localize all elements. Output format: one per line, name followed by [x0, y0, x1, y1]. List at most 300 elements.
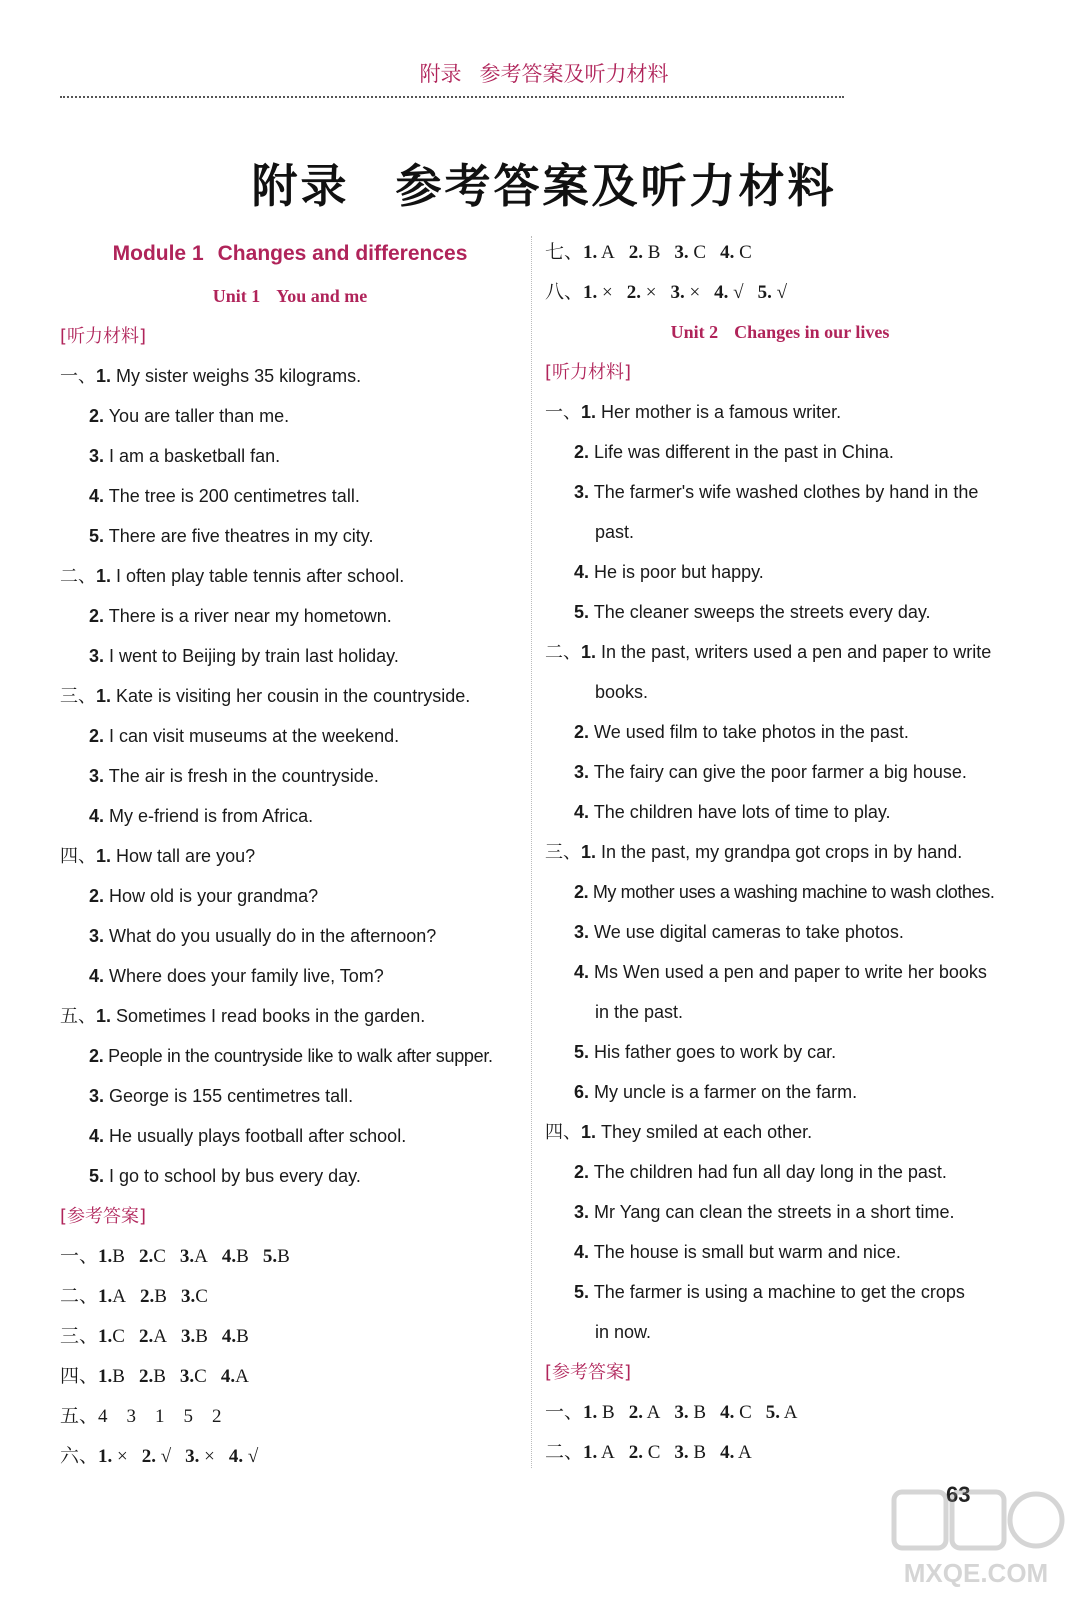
item-number: 3. [89, 1086, 105, 1106]
answer-value: A [738, 1442, 752, 1463]
item-number: 3. [574, 762, 590, 782]
answer-value: C [194, 1366, 207, 1387]
section-mark: 一、 [545, 1401, 584, 1423]
item-text: My uncle is a farmer on the farm. [594, 1082, 858, 1102]
answers-label: [参考答案] [545, 1362, 632, 1383]
item-number: 2. [89, 406, 105, 426]
section-mark: 四、 [60, 1365, 99, 1387]
answer-pair [98, 1437, 128, 1477]
answer-pair [98, 1277, 126, 1317]
answer-number: 3. [180, 1286, 196, 1307]
running-head [0, 58, 1088, 88]
answer-pair [720, 233, 752, 273]
answer-pair [758, 273, 787, 313]
answer-number: 2. [140, 1286, 155, 1307]
answer-number: 5. [765, 1402, 781, 1423]
answer-pair [181, 1317, 208, 1357]
answer-value: B [112, 1366, 125, 1387]
running-head-right: 参考答案及听力材料 [479, 62, 669, 86]
answer-pair [180, 1237, 208, 1277]
item-number: 2. [574, 1162, 590, 1182]
item-text: In the past, writers used a pen and paper to write [601, 642, 992, 662]
answer-value: C [647, 1442, 661, 1463]
item-text: Kate is visiting her cousin in the countryside. [116, 686, 471, 706]
section-mark: 二、 [60, 1285, 99, 1307]
module-title [60, 232, 520, 276]
list-item [545, 392, 1015, 432]
list-item [60, 556, 520, 596]
item-text: books. [595, 682, 649, 702]
list-item [60, 596, 520, 636]
answer-value: √ [160, 1446, 172, 1467]
answer-number: 4. [714, 282, 729, 303]
item-text: I can visit museums at the weekend. [109, 726, 400, 746]
list-item [60, 796, 520, 836]
answer-pair [222, 1237, 249, 1277]
column-divider [531, 236, 532, 1468]
list-item-continuation [545, 512, 1015, 552]
section-mark: 七、 [545, 241, 584, 263]
list-item [60, 956, 520, 996]
item-text: The children have lots of time to play. [593, 802, 891, 822]
answer-pair [180, 1357, 207, 1397]
module-label: Module 1 [112, 242, 204, 265]
item-text: The children had fun all day long in the past. [593, 1162, 947, 1182]
item-number: 2. [574, 442, 590, 462]
item-number: 4. [89, 806, 105, 826]
answer-pair [185, 1437, 215, 1477]
list-item [545, 1152, 1015, 1192]
list-item [545, 832, 1015, 872]
item-number: 5. [574, 1282, 590, 1302]
item-text: There are five theatres in my city. [108, 526, 374, 546]
answer-number: 5. [262, 1246, 278, 1267]
section-mark: 二、 [545, 642, 581, 663]
item-number: 4. [574, 1242, 590, 1262]
item-text: How tall are you? [116, 846, 256, 866]
section-mark: 二、 [545, 1441, 584, 1463]
section-mark: 三、 [60, 1325, 99, 1347]
answer-value: B [693, 1442, 707, 1463]
answer-value: C [153, 1246, 166, 1267]
list-item [545, 1272, 1015, 1312]
answer-value: C [195, 1286, 208, 1307]
header-rule [60, 96, 844, 98]
listening-label: [听力材料] [60, 326, 147, 347]
item-text: He usually plays football after school. [109, 1126, 407, 1146]
list-item [545, 632, 1015, 672]
item-text: My mother uses a washing machine to wash clothes. [592, 882, 995, 902]
section-mark: 八、 [545, 281, 584, 303]
answer-value: B [195, 1326, 208, 1347]
item-text: My sister weighs 35 kilograms. [116, 366, 362, 386]
list-item [60, 396, 520, 436]
answer-pair [139, 1317, 167, 1357]
answer-number: 3. [670, 282, 685, 303]
item-text: People in the countryside like to walk after supper. [108, 1046, 493, 1066]
answer-row [60, 1356, 520, 1396]
list-item [60, 756, 520, 796]
answer-pair [720, 1433, 752, 1473]
list-item [60, 716, 520, 756]
item-text: The tree is 200 centimetres tall. [108, 486, 360, 506]
item-number: 1. [96, 846, 112, 866]
answer-pair [221, 1357, 249, 1397]
answer-value: × [645, 282, 657, 303]
list-item [60, 356, 520, 396]
answer-pair [139, 1357, 166, 1397]
list-item-continuation [545, 1312, 1015, 1352]
list-item [60, 1116, 520, 1156]
section-mark: 三、 [60, 686, 96, 707]
answer-pair [140, 1277, 167, 1317]
answer-pair [720, 1393, 752, 1433]
listening-heading [545, 352, 1015, 392]
unit-title [60, 276, 520, 316]
answer-number: 1. [98, 1246, 113, 1267]
answer-number: 1. [583, 242, 598, 263]
item-text: In the past, my grandpa got crops in by hand. [601, 842, 963, 862]
item-number: 1. [96, 566, 112, 586]
answer-pair [222, 1317, 249, 1357]
section-mark: 三、 [545, 842, 581, 863]
item-number: 6. [574, 1082, 590, 1102]
item-number: 5. [574, 602, 590, 622]
answer-pair [142, 1437, 171, 1477]
item-text: Where does your family live, Tom? [109, 966, 384, 986]
item-text: His father goes to work by car. [594, 1042, 837, 1062]
list-item-continuation [545, 672, 1015, 712]
list-item [60, 436, 520, 476]
answer-pair [670, 273, 700, 313]
answer-pair [263, 1237, 290, 1277]
answer-number: 2. [628, 1442, 643, 1463]
answer-value: A [646, 1402, 661, 1423]
module-name: Changes and differences [217, 242, 468, 265]
item-number: 1. [581, 402, 597, 422]
item-number: 3. [574, 482, 590, 502]
answer-number: 4. [720, 242, 735, 263]
item-number: 5. [89, 1166, 105, 1186]
unit-name: You and me [276, 286, 368, 306]
answer-number: 2. [138, 1366, 154, 1387]
item-number: 2. [89, 606, 105, 626]
answer-value: A [235, 1366, 249, 1387]
answer-value: C [739, 242, 752, 263]
answer-value: √ [247, 1446, 259, 1467]
answer-value: A [194, 1246, 208, 1267]
section-mark: 二、 [60, 566, 96, 587]
section-mark: 五、 [60, 1006, 96, 1027]
answer-value: B [112, 1246, 125, 1267]
item-text: I am a basketball fan. [109, 446, 281, 466]
answer-value: A [600, 1442, 615, 1463]
answer-pair [627, 273, 657, 313]
item-number: 5. [89, 526, 105, 546]
item-text: Sometimes I read books in the garden. [116, 1006, 426, 1026]
item-number: 2. [89, 726, 105, 746]
item-number: 3. [89, 766, 105, 786]
answer-pair [674, 1393, 706, 1433]
item-number: 3. [89, 446, 105, 466]
answer-value: × [689, 282, 701, 303]
unit-label: Unit 2 [670, 322, 719, 342]
answer-row [60, 1436, 520, 1476]
item-number: 4. [89, 1126, 105, 1146]
list-item [545, 592, 1015, 632]
answer-pair [629, 1393, 661, 1433]
page-title-right: 参考答案及听力材料 [395, 159, 837, 213]
unit-name: Changes in our lives [734, 322, 890, 342]
list-item [545, 472, 1015, 512]
answer-number: 3. [179, 1246, 195, 1267]
item-text: George is 155 centimetres tall. [109, 1086, 354, 1106]
list-item [545, 912, 1015, 952]
answer-pair [583, 273, 613, 313]
item-number: 4. [89, 966, 105, 986]
answer-pair [674, 1433, 706, 1473]
answer-number: 2. [628, 242, 643, 263]
answer-pair [229, 1437, 258, 1477]
answer-value: A [600, 242, 615, 263]
answer-value: A [153, 1326, 167, 1347]
answers-heading [545, 1352, 1015, 1392]
item-number: 5. [574, 1042, 590, 1062]
answer-number: 3. [180, 1326, 196, 1347]
item-text: My e-friend is from Africa. [109, 806, 314, 826]
item-text: How old is your grandma? [109, 886, 319, 906]
item-number: 4. [574, 802, 590, 822]
item-text: They smiled at each other. [601, 1122, 813, 1142]
answer-value: C [739, 1402, 752, 1423]
answer-value: × [117, 1446, 128, 1467]
answer-number: 1. [583, 282, 598, 303]
section-mark: 四、 [60, 846, 96, 867]
item-number: 1. [96, 1006, 112, 1026]
list-item [545, 752, 1015, 792]
answer-pair [583, 233, 615, 273]
answer-value: B [236, 1246, 249, 1267]
item-number: 2. [89, 886, 105, 906]
item-text: I went to Beijing by train last holiday. [109, 646, 399, 666]
item-number: 4. [89, 486, 105, 506]
list-item [545, 872, 1015, 912]
answer-number: 4. [720, 1442, 735, 1463]
answer-number: 3. [674, 1442, 689, 1463]
watermark-logo [886, 1482, 1066, 1592]
list-item [545, 792, 1015, 832]
item-number: 3. [574, 1202, 590, 1222]
answer-row [60, 1396, 520, 1436]
list-item [60, 476, 520, 516]
answer-number: 1. [98, 1446, 113, 1467]
answer-pair [629, 1433, 661, 1473]
item-number: 2. [574, 722, 590, 742]
list-item [545, 1072, 1015, 1112]
item-text: The farmer's wife washed clothes by hand in the [593, 482, 979, 502]
answers-heading [60, 1196, 520, 1236]
answer-number: 2. [141, 1446, 156, 1467]
list-item [60, 516, 520, 556]
page-title [0, 150, 1088, 216]
right-column [545, 232, 1015, 1472]
item-text: The house is small but warm and nice. [593, 1242, 901, 1262]
item-text: The fairy can give the poor farmer a big house. [593, 762, 967, 782]
running-head-left: 附录 [419, 62, 462, 86]
list-item [545, 1192, 1015, 1232]
item-text: Life was different in the past in China. [594, 442, 894, 462]
list-item [60, 916, 520, 956]
answer-pair [714, 273, 743, 313]
item-text: The cleaner sweeps the streets every day. [593, 602, 931, 622]
answer-value: B [277, 1246, 290, 1267]
item-text: I go to school by bus every day. [109, 1166, 361, 1186]
item-number: 1. [96, 686, 112, 706]
answer-value: B [647, 242, 661, 263]
answer-number: 2. [626, 282, 641, 303]
list-item [545, 552, 1015, 592]
item-number: 2. [574, 882, 589, 902]
answer-number: 1. [583, 1442, 598, 1463]
item-text: in now. [595, 1322, 652, 1342]
item-number: 4. [574, 962, 590, 982]
unit-label: Unit 1 [212, 286, 261, 306]
listening-heading [60, 316, 520, 356]
answer-pair [139, 1237, 166, 1277]
answer-number: 2. [138, 1326, 154, 1347]
answer-number: 1. [98, 1286, 113, 1307]
page-title-left: 附录 [251, 159, 350, 213]
list-item [60, 1156, 520, 1196]
answer-number: 1. [583, 1402, 598, 1423]
answer-value: × [204, 1446, 215, 1467]
answer-number: 4. [228, 1446, 244, 1467]
answer-pair [181, 1277, 208, 1317]
answer-number: 4. [221, 1326, 237, 1347]
item-text: We use digital cameras to take photos. [594, 922, 904, 942]
answer-number: 4. [221, 1246, 237, 1267]
item-text: He is poor but happy. [594, 562, 764, 582]
list-item [60, 1076, 520, 1116]
item-text: Her mother is a famous writer. [601, 402, 842, 422]
answer-value: √ [776, 282, 788, 303]
answer-number: 4. [220, 1366, 236, 1387]
item-number: 1. [581, 842, 597, 862]
answer-pair [583, 1433, 615, 1473]
answer-value: A [783, 1402, 798, 1423]
answer-value: × [602, 282, 613, 303]
answer-row [545, 272, 1015, 312]
item-text: Mr Yang can clean the streets in a short time. [594, 1202, 955, 1222]
item-text: The farmer is using a machine to get the crops [593, 1282, 965, 1302]
answer-value: √ [733, 282, 744, 303]
item-text: past. [595, 522, 635, 542]
item-text: I often play table tennis after school. [116, 566, 405, 586]
answer-value: B [693, 1402, 707, 1423]
answer-pair [98, 1237, 125, 1277]
item-number: 1. [581, 1122, 597, 1142]
list-item [60, 676, 520, 716]
page-number: 63 [946, 1482, 971, 1507]
section-mark: 五、 [60, 1405, 99, 1427]
answer-number: 3. [674, 242, 689, 263]
watermark-text: MXQE.COM [903, 1558, 1049, 1588]
answer-number: 5. [757, 282, 772, 303]
section-mark: 一、 [545, 402, 581, 423]
answer-row [545, 1392, 1015, 1432]
answer-value: B [154, 1286, 167, 1307]
section-mark: 一、 [60, 1245, 99, 1267]
item-text: in the past. [595, 1002, 684, 1022]
answer-number: 3. [674, 1402, 689, 1423]
item-text: You are taller than me. [108, 406, 290, 426]
answer-number: 3. [179, 1366, 195, 1387]
listening-label: [听力材料] [545, 362, 632, 383]
item-number: 2. [89, 1046, 104, 1066]
list-item [60, 996, 520, 1036]
answer-number: 2. [628, 1402, 643, 1423]
list-item [545, 712, 1015, 752]
answer-number: 1. [98, 1326, 113, 1347]
left-column [60, 232, 520, 1476]
answer-pair [674, 233, 706, 273]
item-text: There is a river near my hometown. [108, 606, 392, 626]
answer-pair [583, 1393, 615, 1433]
item-number: 4. [574, 562, 590, 582]
list-item [60, 1036, 520, 1076]
answer-value: C [112, 1326, 125, 1347]
answer-value: B [236, 1326, 249, 1347]
answer-row [60, 1316, 520, 1356]
answer-pair [98, 1357, 125, 1397]
list-item [545, 1232, 1015, 1272]
list-item [545, 1112, 1015, 1152]
item-number: 1. [581, 642, 597, 662]
section-mark: 六、 [60, 1445, 99, 1467]
list-item-continuation [545, 992, 1015, 1032]
answer-row [545, 1432, 1015, 1472]
answer-sequence: 4 3 1 5 2 [98, 1406, 222, 1427]
item-text: We used film to take photos in the past. [594, 722, 909, 742]
answer-value: C [693, 242, 707, 263]
item-number: 3. [574, 922, 590, 942]
answer-number: 2. [138, 1246, 154, 1267]
answer-number: 3. [185, 1446, 200, 1467]
item-text: The air is fresh in the countryside. [108, 766, 379, 786]
answer-row [60, 1276, 520, 1316]
answer-value: A [112, 1286, 126, 1307]
item-number: 1. [96, 366, 112, 386]
item-number: 3. [89, 926, 105, 946]
list-item [545, 1032, 1015, 1072]
answer-row [60, 1236, 520, 1276]
item-text: Ms Wen used a pen and paper to write her books [594, 962, 987, 982]
answer-pair [629, 233, 661, 273]
unit-title [545, 312, 1015, 352]
item-text: What do you usually do in the afternoon? [109, 926, 437, 946]
answer-pair [766, 1393, 798, 1433]
answer-number: 1. [98, 1366, 113, 1387]
answer-row [545, 232, 1015, 272]
item-number: 3. [89, 646, 105, 666]
answers-label: [参考答案] [60, 1206, 147, 1227]
list-item [545, 432, 1015, 472]
list-item [545, 952, 1015, 992]
section-mark: 一、 [60, 366, 96, 387]
answer-value: B [153, 1366, 166, 1387]
answer-pair [98, 1317, 125, 1357]
list-item [60, 636, 520, 676]
